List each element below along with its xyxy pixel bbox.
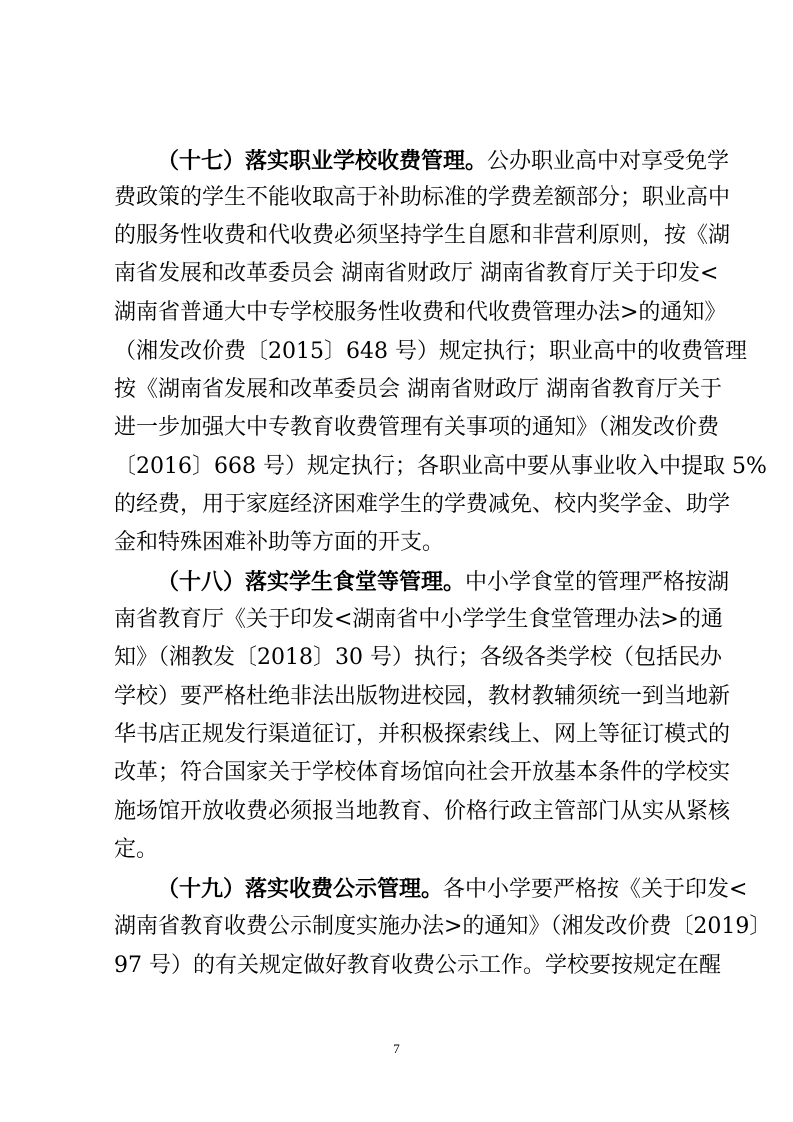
paragraph-18-text: 中小学食堂的管理严格按湖 [465,570,730,595]
paragraph-18-line-6: 改革；符合国家关于学校体育场馆向社会开放基本条件的学校实 [114,760,731,785]
paragraph-17-line-2: 费政策的学生不能收取高于补助标准的学费差额部分；职业高中 [114,185,731,210]
paragraph-17-line-3: 的服务性收费和代收费必须坚持学生自愿和非营利原则，按《湖 [114,223,731,248]
paragraph-17-line-1 [157,143,730,179]
paragraph-19-heading: （十九）落实收费公示管理。 [157,876,444,902]
paragraph-18-line-1 [157,564,730,600]
paragraph-17-text: 公办职业高中对享受免学 [487,149,730,174]
paragraph-19-line-1 [157,871,748,907]
paragraph-19-text: 各中小学要严格按《关于印发< [443,877,748,902]
paragraph-18-line-3: 知》（湘教发〔2018〕30 号）执行；各级各类学校（包括民办 [114,645,722,670]
paragraph-17-line-7: 按《湖南省发展和改革委员会 湖南省财政厅 湖南省教育厅关于 [114,377,722,402]
paragraph-18-line-2: 南省教育厅《关于印发<湖南省中小学学生食堂管理办法>的通 [114,607,723,632]
paragraph-17-line-5: 湖南省普通大中专学校服务性收费和代收费管理办法>的通知》 [114,300,727,325]
paragraph-17-line-11: 金和特殊困难补助等方面的开支。 [114,530,445,555]
paragraph-19-line-3: 97 号）的有关规定做好教育收费公示工作。学校要按规定在醒 [114,953,721,978]
paragraph-18-line-8: 定。 [114,837,159,862]
paragraph-19-line-2: 湖南省教育收费公示制度实施办法>的通知》（湘发改价费〔2019〕 [114,914,772,939]
paragraph-18-line-4: 学校）要严格杜绝非法出版物进校园，教材教辅须统一到当地新 [114,684,731,709]
paragraph-17-line-10: 的经费，用于家庭经济困难学生的学费减免、校内奖学金、助学 [114,492,731,517]
paragraph-18-line-7: 施场馆开放收费必须报当地教育、价格行政主管部门从实从紧核 [114,799,731,824]
paragraph-17-line-4: 南省发展和改革委员会 湖南省财政厅 湖南省教育厅关于印发< [114,261,719,286]
paragraph-18-heading: （十八）落实学生食堂等管理。 [157,569,466,595]
paragraph-17-heading: （十七）落实职业学校收费管理。 [157,148,488,174]
paragraph-17-line-8: 进一步加强大中专教育收费管理有关事项的通知》（湘发改价费 [114,415,720,440]
paragraph-18-line-5: 华书店正规发行渠道征订，并积极探索线上、网上等征订模式的 [114,722,731,747]
page-number: 7 [393,1041,400,1056]
paragraph-17-line-6: （湘发改价费〔2015〕648 号）规定执行；职业高中的收费管理 [114,339,747,364]
paragraph-17-line-9: 〔2016〕668 号）规定执行；各职业高中要从事业收入中提取 5% [114,454,767,479]
